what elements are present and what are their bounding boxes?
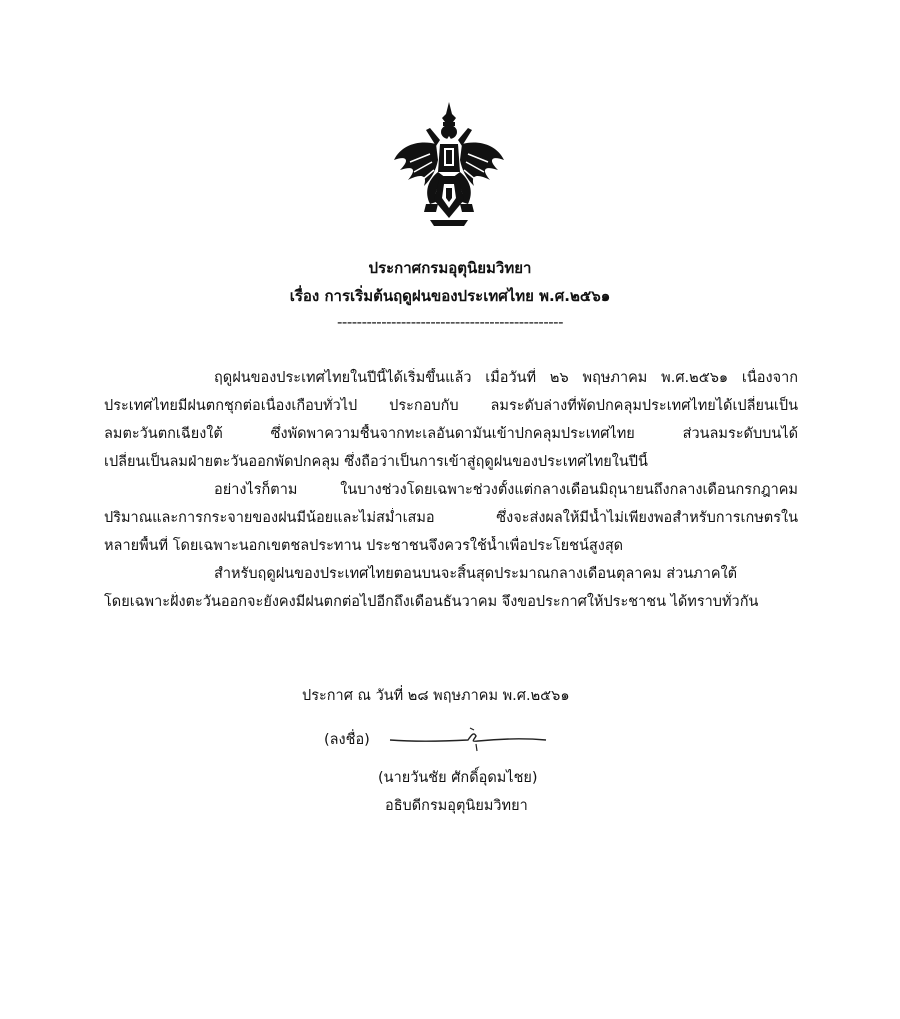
signed-label: (ลงชื่อ) — [324, 732, 370, 748]
body-line: โดยเฉพาะฝั่งตะวันออกจะยังคงมีฝนตกต่อไปอีกถึงเดือนธันวาคม จึงขอประกาศให้ประชาชน ได้ทราบทั่วกัน — [104, 594, 759, 610]
garuda-emblem-icon — [390, 100, 508, 228]
announced-date: ประกาศ ณ วันที่ ๒๘ พฤษภาคม พ.ศ.๒๕๖๑ — [302, 688, 570, 704]
body-line: ลมตะวันตกเฉียงใต้ ซึ่งพัดพาความชื้นจากทะเลอันดามันเข้าปกคลุมประเทศไทย ส่วนลมระดับบนได้ — [104, 426, 798, 442]
signer-name: (นายวันชัย ศักดิ์อุดมไชย) — [378, 770, 538, 786]
body-line: หลายพื้นที่ โดยเฉพาะนอกเขตชลประทาน ประชาชนจึงควรใช้น้ำเพื่อประโยชน์สูงสุด — [104, 538, 624, 554]
body-line: เปลี่ยนเป็นลมฝ่ายตะวันออกพัดปกคลุม ซึ่งถือว่าเป็นการเข้าสู่ฤดูฝนของประเทศไทยในปีนี้ — [104, 454, 648, 470]
body-line: ปริมาณและการกระจายของฝนมีน้อยและไม่สม่ำเสมอ ซึ่งจะส่งผลให้มีน้ำไม่เพียงพอสำหรับการเกษตรใน — [104, 510, 798, 526]
body-line: ประเทศไทยมีฝนตกชุกต่อเนื่องเกือบทั่วไป ประกอบกับ ลมระดับล่างที่พัดปกคลุมประเทศไทยได้เปลี่ยนเป็น — [104, 398, 798, 414]
body-line: อย่างไรก็ตาม ในบางช่วงโดยเฉพาะช่วงตั้งแต่กลางเดือนมิถุนายนถึงกลางเดือนกรกฎาคม — [214, 482, 798, 498]
body-line: ฤดูฝนของประเทศไทยในปีนี้ได้เริ่มขึ้นแล้ว เมื่อวันที่ ๒๖ พฤษภาคม พ.ศ.๒๕๖๑ เนื่องจาก — [214, 370, 798, 386]
signer-title: อธิบดีกรมอุตุนิยมวิทยา — [385, 798, 528, 814]
handwritten-signature — [388, 724, 548, 754]
announcement-subject: เรื่อง การเริ่มต้นฤดูฝนของประเทศไทย พ.ศ.๒๕๖๑ — [289, 287, 611, 305]
announcement-title: ประกาศกรมอุตุนิยมวิทยา — [368, 259, 532, 277]
title-divider: ---------------------------------------------- — [337, 313, 563, 331]
body-line: สำหรับฤดูฝนของประเทศไทยตอนบนจะสิ้นสุดประมาณกลางเดือนตุลาคม ส่วนภาคใต้ — [214, 566, 738, 582]
